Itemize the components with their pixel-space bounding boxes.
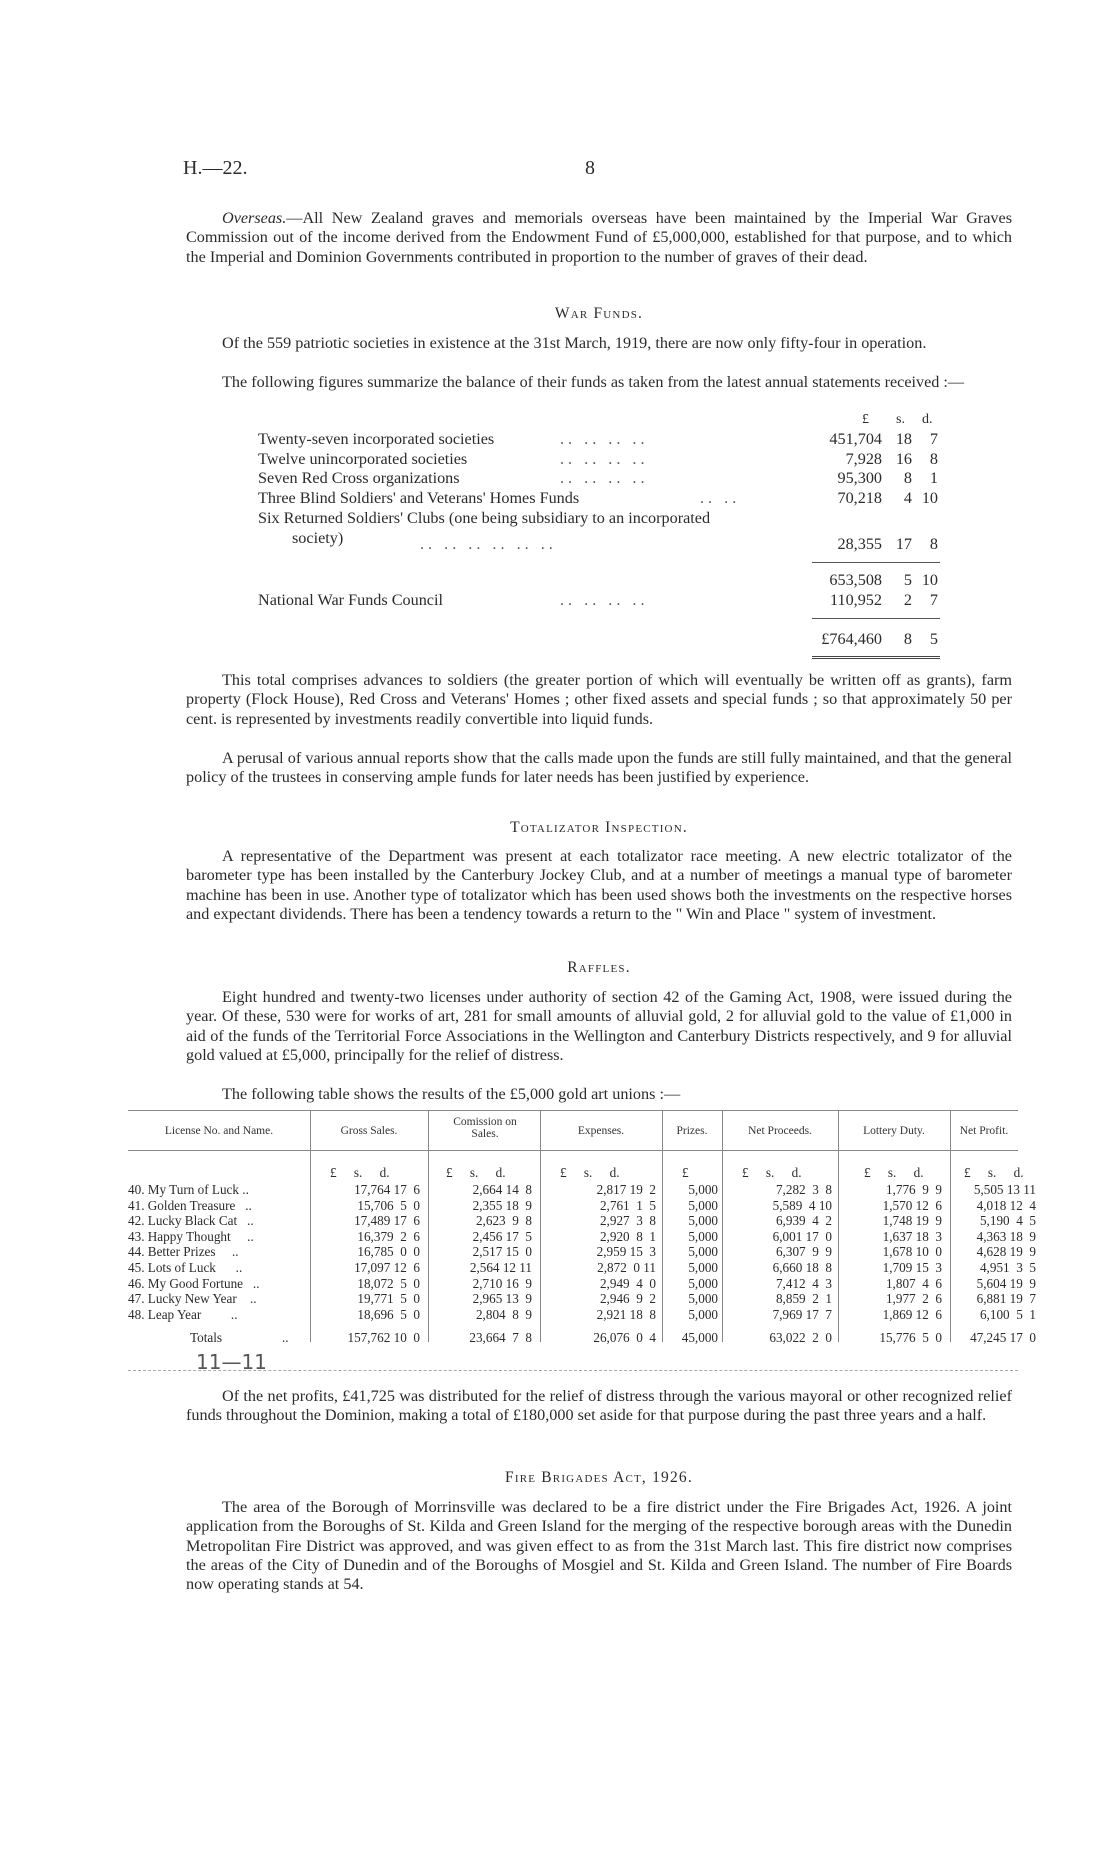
- table-cell-prizes: 5,000: [688, 1260, 718, 1275]
- table-cell-gross: 19,771 5 0: [357, 1291, 420, 1307]
- fund-row-dots: .. .. .. ..: [560, 430, 649, 448]
- table-cell-expenses: 2,921 18 8: [596, 1306, 656, 1322]
- totals-expenses: 26,076 0 4: [593, 1330, 656, 1345]
- table-cell-gross: 18,072 5 0: [357, 1275, 420, 1291]
- table-cell-profit: 4,363 18 9: [976, 1228, 1036, 1244]
- table-cell-prizes: 5,000: [688, 1213, 718, 1229]
- overseas-paragraph: [186, 209, 1012, 267]
- fund-row-pounds: 7,928: [845, 450, 882, 468]
- total-rule-bottom: [812, 656, 940, 659]
- table-cell-commission: 2,664 14 8: [472, 1182, 532, 1197]
- table-cell-prizes: 5,000: [688, 1275, 718, 1291]
- raffles-heading: Raffles.: [567, 959, 631, 976]
- table-cell-gross: 15,706 5 0: [357, 1197, 420, 1213]
- table-cell-net: 6,307 9 9: [775, 1244, 832, 1260]
- war-funds-heading: War Funds.: [554, 305, 644, 322]
- table-cell-net: 6,001 17 0: [772, 1228, 832, 1244]
- table-cell-net: 7,969 17 7: [772, 1306, 832, 1322]
- totals-label: Totals: [190, 1330, 223, 1345]
- table-cell-gross: 16,379 2 6: [357, 1228, 420, 1244]
- table-cell-net: 6,660 18 8: [772, 1260, 832, 1275]
- header-net-proceeds: Net Proceeds.: [748, 1125, 812, 1137]
- table-cell-duty: 1,678 10 0: [882, 1244, 942, 1260]
- fund-row-shillings: 16: [895, 450, 912, 468]
- table-cell-name: 43. Happy Thought ..: [128, 1228, 254, 1244]
- total-pence: 5: [929, 630, 938, 648]
- fund-row-label: Three Blind Soldiers' and Veterans' Homes Funds: [258, 489, 580, 507]
- header-gross-sales: Gross Sales.: [340, 1125, 398, 1137]
- table-cell-profit: 6,881 19 7: [976, 1291, 1036, 1307]
- raffles-paragraph: Eight hundred and twenty-two licenses under authority of section 42 of the Gaming Act, 1908, were issued during the year. Of these, 530 were for works of art, 281 for small amounts of alluvial gold, 2 for alluvial gold to the value of £1,000 in aid of the funds of the Territorial Force Associations in the Wellington and Canterbury Districts respectively, and 9 for alluvial gold valued at £5,000, principally for the relief of distress.: [186, 988, 1012, 1064]
- war-funds-para2: The following figures summarize the balance of their funds as taken from the latest annual statements received :—: [222, 373, 965, 391]
- table-cell-gross: 17,489 17 6: [354, 1213, 420, 1229]
- table-cell-profit: 6,100 5 1: [979, 1306, 1036, 1322]
- fund-row-pence: 8: [929, 450, 938, 468]
- table-cell-prizes: 5,000: [688, 1197, 718, 1213]
- fund-row-label: Twelve unincorporated societies: [258, 450, 468, 468]
- war-funds-para3: This total comprises advances to soldiers (the greater portion of which will eventually be written off as grants), farm property (Flock House), Red Cross and Veterans' Homes ; other fixed assets and special funds ; so that approximately 50 per cent. is represented by investments readily convertible into liquid funds.: [186, 671, 1012, 728]
- totals-prizes: 45,000: [681, 1330, 718, 1345]
- table-cell-duty: 1,807 4 6: [885, 1275, 942, 1291]
- totals-gross: 157,762 10 0: [347, 1330, 420, 1345]
- table-cell-net: 7,412 4 3: [775, 1275, 832, 1291]
- clubs-pounds: 28,355: [837, 535, 882, 553]
- council-pounds: 110,952: [829, 591, 882, 609]
- table-cell-commission: 2,804 8 9: [475, 1306, 532, 1322]
- table-bottom-rule: [128, 1370, 1018, 1371]
- fund-row-label: Twenty-seven incorporated societies: [258, 430, 495, 448]
- table-cell-prizes: 5,000: [688, 1306, 718, 1322]
- col-divider: [428, 1110, 429, 1342]
- header-lottery-duty: Lottery Duty.: [863, 1125, 925, 1137]
- table-cell-duty: 1,570 12 6: [882, 1197, 942, 1213]
- table-top-rule: [128, 1110, 1018, 1111]
- totals-commission: 23,664 7 8: [469, 1330, 532, 1345]
- header-license: License No. and Name.: [164, 1125, 274, 1137]
- totals-net-profit: 47,245 17 0: [970, 1330, 1036, 1345]
- fund-row-pounds: 70,218: [837, 489, 882, 507]
- fund-row-dots: .. .. .. ..: [560, 450, 649, 468]
- table-cell-expenses: 2,761 1 5: [599, 1197, 656, 1213]
- table-cell-gross: 17,764 17 6: [354, 1182, 420, 1197]
- totals-net-proceeds: 63,022 2 0: [769, 1330, 832, 1345]
- unit-commission: £ s. d.: [446, 1165, 506, 1180]
- clubs-label-line2: society): [292, 529, 344, 547]
- col-divider: [310, 1110, 311, 1342]
- header-expenses: Expenses.: [577, 1125, 625, 1137]
- table-cell-name: 46. My Good Fortune ..: [128, 1275, 260, 1291]
- table-cell-duty: 1,869 12 6: [882, 1306, 942, 1322]
- council-dots: .. .. .. ..: [560, 591, 649, 609]
- fund-row-pence: 10: [921, 489, 938, 507]
- totalizator-paragraph: A representative of the Department was present at each totalizator race meeting. A new electric totalizator of the barometer type has been installed by the Canterbury Jockey Club, and at a number of meetings a manual type of barometer machine has been in use. Another type of totalizator which has been used shows both the investments on the respective horses and expectant dividends. There has been a tendency towards a return to the " Win and Place " system of investment.: [186, 847, 1012, 923]
- table-cell-net: 8,859 2 1: [775, 1291, 832, 1307]
- table-cell-expenses: 2,946 9 2: [599, 1291, 656, 1307]
- col-divider: [662, 1110, 663, 1342]
- raffles-table-intro: The following table shows the results of the £5,000 gold art unions :—: [222, 1085, 681, 1103]
- table-cell-duty: 1,977 2 6: [885, 1291, 942, 1307]
- clubs-pence: 8: [929, 535, 938, 553]
- table-cell-expenses: 2,817 19 2: [596, 1182, 656, 1197]
- total-shillings: 8: [903, 630, 912, 648]
- subtotal-rule: [812, 562, 940, 563]
- table-cell-name: 44. Better Prizes ..: [128, 1244, 239, 1260]
- unit-net-proceeds: £ s. d.: [742, 1165, 802, 1180]
- subtotal-pence: 10: [921, 571, 938, 589]
- overseas-lead: Overseas.: [222, 209, 287, 227]
- totals-lottery-duty: 15,776 5 0: [879, 1330, 942, 1345]
- fund-row-shillings: 18: [895, 430, 912, 448]
- table-cell-profit: 5,505 13 11: [973, 1182, 1036, 1197]
- fund-row-dots: .. .. .. ..: [560, 469, 649, 487]
- unit-expenses: £ s. d.: [560, 1165, 620, 1180]
- totals-dots: ..: [282, 1330, 289, 1345]
- fund-row-dots: .. ..: [700, 489, 741, 507]
- table-cell-profit: 4,951 3 5: [979, 1260, 1036, 1275]
- col-divider: [722, 1110, 723, 1342]
- table-cell-commission: 2,965 13 9: [472, 1291, 532, 1307]
- subtotal-shillings: 5: [903, 571, 912, 589]
- table-cell-expenses: 2,959 15 3: [596, 1244, 656, 1260]
- table-cell-net: 7,282 3 8: [775, 1182, 832, 1197]
- subtotal-pounds: 653,508: [829, 571, 882, 589]
- table-cell-commission: 2,517 15 0: [472, 1244, 532, 1260]
- table-cell-net: 6,939 4 2: [775, 1213, 832, 1229]
- unit-prizes: £: [682, 1165, 689, 1180]
- table-cell-name: 47. Lucky New Year ..: [128, 1291, 257, 1307]
- table-cell-profit: 5,604 19 9: [976, 1275, 1036, 1291]
- table-cell-duty: 1,637 18 3: [882, 1228, 942, 1244]
- fund-row-pence: 1: [929, 469, 938, 487]
- table-cell-duty: 1,776 9 9: [885, 1182, 942, 1197]
- col-head-pence: d.: [922, 412, 933, 427]
- table-cell-duty: 1,709 15 3: [882, 1260, 942, 1275]
- header-prizes: Prizes.: [676, 1125, 708, 1137]
- unit-lottery-duty: £ s. d.: [864, 1165, 924, 1180]
- clubs-shillings: 17: [895, 535, 912, 553]
- clubs-label-line1: Six Returned Soldiers' Clubs (one being subsidiary to an incorporated: [258, 509, 711, 527]
- table-cell-gross: 17,097 12 6: [354, 1260, 420, 1275]
- war-funds-para1: Of the 559 patriotic societies in existence at the 31st March, 1919, there are now only fifty-four in operation.: [222, 334, 927, 352]
- table-cell-name: 41. Golden Treasure ..: [128, 1197, 252, 1213]
- fund-row-pounds: 451,704: [829, 430, 882, 448]
- war-funds-para4: A perusal of various annual reports show that the calls made upon the funds are still fully maintained, and that the general policy of the trustees in conserving ample funds for later needs has been justified by experience.: [186, 749, 1012, 787]
- table-cell-expenses: 2,949 4 0: [599, 1275, 656, 1291]
- fund-row-pounds: 95,300: [837, 469, 882, 487]
- table-cell-name: 42. Lucky Black Cat ..: [128, 1213, 254, 1229]
- unit-net-profit: £ s. d.: [964, 1165, 1024, 1180]
- council-shillings: 2: [903, 591, 912, 609]
- document-reference: H.—22.: [183, 157, 248, 179]
- fire-brigades-heading: Fire Brigades Act, 1926.: [505, 1469, 693, 1486]
- table-cell-prizes: 5,000: [688, 1182, 718, 1197]
- col-head-pounds: £: [862, 412, 869, 427]
- unit-gross: £ s. d.: [330, 1165, 390, 1180]
- page-number: 8: [585, 157, 595, 179]
- table-cell-expenses: 2,920 8 1: [599, 1228, 656, 1244]
- table-cell-profit: 5,190 4 5: [979, 1213, 1036, 1229]
- col-head-shillings: s.: [896, 412, 905, 427]
- total-pounds: £764,460: [821, 630, 882, 648]
- table-cell-profit: 4,628 19 9: [976, 1244, 1036, 1260]
- table-cell-commission: 2,456 17 5: [472, 1228, 532, 1244]
- fund-row-label: Seven Red Cross organizations: [258, 469, 460, 487]
- table-cell-net: 5,589 4 10: [772, 1197, 832, 1213]
- table-cell-prizes: 5,000: [688, 1291, 718, 1307]
- table-cell-gross: 16,785 0 0: [357, 1244, 420, 1260]
- col-divider: [540, 1110, 541, 1342]
- overseas-text: —All New Zealand graves and memorials overseas have been maintained by the Imperial War Graves Commission out of the income derived from the Endowment Fund of £5,000,000, established for that purpose, and to which the Imperial and Dominion Governments contributed in proportion to the number of graves of their dead.: [186, 209, 1012, 266]
- table-header-rule: [128, 1150, 1018, 1151]
- table-cell-prizes: 5,000: [688, 1244, 718, 1260]
- table-cell-expenses: 2,927 3 8: [599, 1213, 656, 1229]
- totalizator-heading: Totalizator Inspection.: [510, 819, 688, 836]
- fire-brigades-paragraph: The area of the Borough of Morrinsville was declared to be a fire district under the Fire Brigades Act, 1926. A joint application from the Boroughs of St. Kilda and Green Island for the merging of the respective borough areas with the Dunedin Metropolitan Fire District was approved, and was given effect to as from the 31st March last. This fire district now comprises the areas of the City of Dunedin and of the Boroughs of Mosgiel and St. Kilda and Green Island. The number of Fire Boards now operating stands at 54.: [186, 1498, 1012, 1594]
- fund-row-pence: 7: [929, 430, 938, 448]
- total-rule-top: [812, 618, 940, 619]
- table-cell-name: 40. My Turn of Luck ..: [128, 1182, 249, 1197]
- table-cell-expenses: 2,872 0 11: [597, 1260, 656, 1275]
- header-commission: Comission on Sales.: [453, 1116, 517, 1140]
- handwritten-note: 11—11: [196, 1350, 267, 1374]
- fund-row-shillings: 8: [903, 469, 912, 487]
- table-cell-commission: 2,564 12 11: [469, 1260, 532, 1275]
- col-divider: [838, 1110, 839, 1342]
- table-cell-commission: 2,710 16 9: [472, 1275, 532, 1291]
- table-cell-commission: 2,623 9 8: [475, 1213, 532, 1229]
- clubs-dots: .. .. .. .. .. ..: [420, 535, 557, 553]
- fund-row-shillings: 4: [903, 489, 912, 507]
- table-cell-gross: 18,696 5 0: [357, 1306, 420, 1322]
- council-pence: 7: [929, 591, 938, 609]
- table-cell-profit: 4,018 12 4: [976, 1197, 1036, 1213]
- table-cell-name: 48. Leap Year ..: [128, 1306, 238, 1322]
- table-cell-duty: 1,748 19 9: [882, 1213, 942, 1229]
- table-cell-prizes: 5,000: [688, 1228, 718, 1244]
- header-net-profit: Net Profit.: [959, 1125, 1009, 1137]
- table-cell-commission: 2,355 18 9: [472, 1197, 532, 1213]
- col-divider: [950, 1110, 951, 1342]
- table-cell-name: 45. Lots of Luck ..: [128, 1260, 243, 1275]
- council-label: National War Funds Council: [258, 591, 443, 609]
- net-profits-paragraph: Of the net profits, £41,725 was distributed for the relief of distress through the various mayoral or other recognized relief funds throughout the Dominion, making a total of £180,000 set aside for that purpose during the past three years and a half.: [186, 1387, 1012, 1425]
